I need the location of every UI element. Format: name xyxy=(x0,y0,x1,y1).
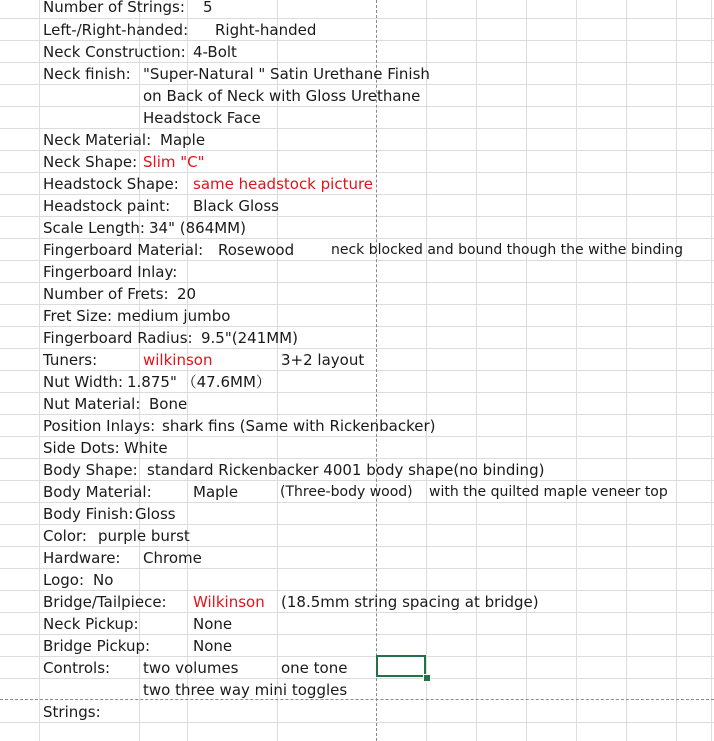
label-neck-material[interactable]: Neck Material: xyxy=(43,131,152,149)
label-side-dots[interactable]: Side Dots: xyxy=(43,439,120,457)
label-bridge-tailpiece[interactable]: Bridge/Tailpiece: xyxy=(43,593,167,611)
label-color[interactable]: Color: xyxy=(43,527,87,545)
value-number-of-strings[interactable]: 5 xyxy=(203,0,213,16)
value-hardware[interactable]: Chrome xyxy=(143,549,202,567)
label-number-of-strings[interactable]: Number of Strings: xyxy=(43,0,185,16)
note-tuner-layout[interactable]: 3+2 layout xyxy=(281,351,365,369)
value-controls-toggles[interactable]: two three way mini toggles xyxy=(143,681,348,699)
value-position-inlays[interactable]: shark fins (Same with Rickenbacker) xyxy=(162,417,436,435)
value-logo[interactable]: No xyxy=(93,571,114,589)
row-divider xyxy=(0,722,714,723)
label-body-finish[interactable]: Body Finish: xyxy=(43,505,134,523)
value-body-finish[interactable]: Gloss xyxy=(135,505,176,523)
value-number-of-frets[interactable]: 20 xyxy=(177,285,197,303)
label-fingerboard-material[interactable]: Fingerboard Material: xyxy=(43,241,204,259)
label-handedness[interactable]: Left-/Right-handed: xyxy=(43,21,189,39)
active-cell-selection[interactable] xyxy=(376,655,426,677)
value-neck-pickup[interactable]: None xyxy=(193,615,233,633)
label-logo[interactable]: Logo: xyxy=(43,571,85,589)
value-neck-shape[interactable]: Slim "C" xyxy=(143,153,205,171)
label-bridge-pickup[interactable]: Bridge Pickup: xyxy=(43,637,151,655)
value-controls-volumes[interactable]: two volumes xyxy=(143,659,239,677)
label-strings[interactable]: Strings: xyxy=(43,703,101,721)
label-neck-shape[interactable]: Neck Shape: xyxy=(43,153,138,171)
value-tuners[interactable]: wilkinson xyxy=(143,351,213,369)
label-body-material[interactable]: Body Material: xyxy=(43,483,152,501)
value-bridge-pickup[interactable]: None xyxy=(193,637,233,655)
value-color[interactable]: purple burst xyxy=(98,527,190,545)
label-fret-size[interactable]: Fret Size: xyxy=(43,307,113,325)
note-veneer-top[interactable]: with the quilted maple veneer top xyxy=(429,484,668,500)
label-neck-pickup[interactable]: Neck Pickup: xyxy=(43,615,139,633)
note-body-wood[interactable]: (Three-body wood) xyxy=(280,484,413,500)
page-break-vertical xyxy=(376,0,377,741)
label-tuners[interactable]: Tuners: xyxy=(43,351,98,369)
value-fingerboard-material[interactable]: Rosewood xyxy=(218,241,295,259)
label-body-shape[interactable]: Body Shape: xyxy=(43,461,138,479)
label-number-of-frets[interactable]: Number of Frets: xyxy=(43,285,169,303)
value-nut-material[interactable]: Bone xyxy=(149,395,188,413)
value-neck-finish-line3[interactable]: Headstock Face xyxy=(143,109,261,127)
value-neck-finish[interactable]: "Super-Natural " Satin Urethane Finish xyxy=(143,65,430,83)
label-headstock-shape[interactable]: Headstock Shape: xyxy=(43,175,179,193)
value-nut-width[interactable]: 1.875" （47.6MM） xyxy=(127,373,271,391)
label-fingerboard-radius[interactable]: Fingerboard Radius: xyxy=(43,329,193,347)
value-headstock-paint[interactable]: Black Gloss xyxy=(193,197,279,215)
value-neck-material[interactable]: Maple xyxy=(160,131,206,149)
value-fret-size[interactable]: medium jumbo xyxy=(117,307,231,325)
value-body-shape[interactable]: standard Rickenbacker 4001 body shape(no binding) xyxy=(147,461,545,479)
fill-handle[interactable] xyxy=(423,674,431,682)
note-string-spacing[interactable]: (18.5mm string spacing at bridge) xyxy=(281,593,539,611)
label-hardware[interactable]: Hardware: xyxy=(43,549,121,567)
value-fingerboard-radius[interactable]: 9.5"(241MM) xyxy=(201,329,298,347)
page-break-horizontal xyxy=(0,699,714,700)
label-nut-material[interactable]: Nut Material: xyxy=(43,395,141,413)
value-headstock-shape[interactable]: same headstock picture xyxy=(193,175,374,193)
value-scale-length[interactable]: 34" (864MM) xyxy=(149,219,246,237)
label-neck-finish[interactable]: Neck finish: xyxy=(43,65,131,83)
value-neck-construction[interactable]: 4-Bolt xyxy=(193,43,237,61)
label-headstock-paint[interactable]: Headstock paint: xyxy=(43,197,171,215)
value-controls-tone[interactable]: one tone xyxy=(281,659,348,677)
label-neck-construction[interactable]: Neck Construction: xyxy=(43,43,186,61)
value-handedness[interactable]: Right-handed xyxy=(215,21,317,39)
label-position-inlays[interactable]: Position Inlays: xyxy=(43,417,156,435)
label-fingerboard-inlay[interactable]: Fingerboard Inlay: xyxy=(43,263,178,281)
label-scale-length[interactable]: Scale Length: xyxy=(43,219,145,237)
value-bridge-tailpiece[interactable]: Wilkinson xyxy=(193,593,265,611)
value-body-material[interactable]: Maple xyxy=(193,483,239,501)
value-neck-finish-line2[interactable]: on Back of Neck with Gloss Urethane xyxy=(143,87,421,105)
label-nut-width[interactable]: Nut Width: xyxy=(43,373,124,391)
label-controls[interactable]: Controls: xyxy=(43,659,111,677)
note-fingerboard-binding[interactable]: neck blocked and bound though the withe binding xyxy=(331,242,684,258)
value-side-dots[interactable]: White xyxy=(124,439,168,457)
